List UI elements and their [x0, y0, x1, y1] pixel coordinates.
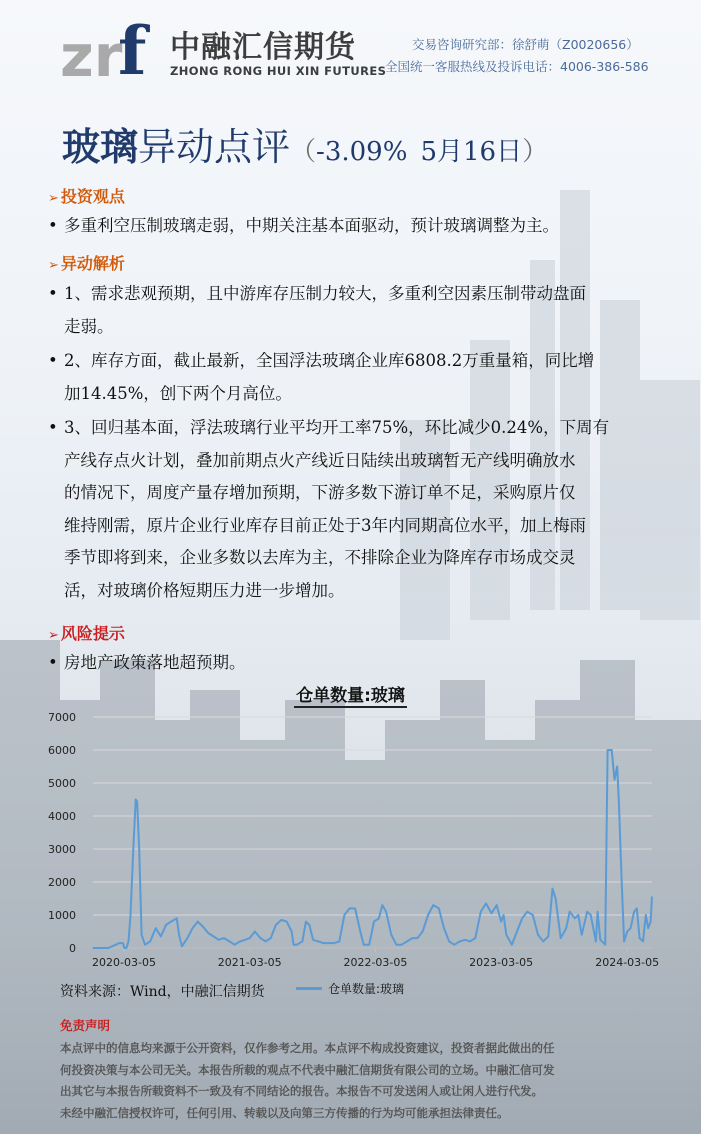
svg-text:f: f	[118, 18, 147, 82]
data-point	[621, 881, 622, 882]
company-name-cn: 中融汇信期货	[170, 30, 356, 65]
data-point	[607, 749, 608, 750]
arrow-icon: ➢	[48, 191, 59, 206]
data-point	[363, 944, 364, 945]
data-point	[639, 938, 640, 939]
data-point	[126, 947, 127, 948]
title-kind: 异动点评	[138, 125, 291, 169]
data-point	[130, 914, 131, 915]
data-point	[581, 934, 582, 935]
data-point	[470, 941, 471, 942]
data-point	[108, 947, 109, 948]
data-point	[527, 911, 528, 912]
analysis-item-3: • 3、回归基本面，浮法玻璃行业平均开工率75%，环比减少0.24%，下周有 产线存点火计划，叠加前期点火产线近日陆续出玻璃暂无产线明确放水 的情况下，周度产量存增加预期，下游多数下游订单不足，采购原片仅 维持刚需，原片企业行业库存目前正处于3年内同期高位水平，加上梅雨 季节即将到来，企业多数以去库为主，不排除企业为降库存市场成交灵 活，对玻璃价格短期压力进一步增加。	[48, 418, 610, 600]
data-point	[506, 934, 507, 935]
data-point	[181, 946, 182, 947]
data-point	[401, 944, 402, 945]
data-point	[119, 943, 120, 944]
report-title	[62, 116, 548, 171]
title-open-paren: （	[290, 137, 317, 167]
data-point	[171, 921, 172, 922]
view-item: • 多重利空压制玻璃走弱，中期关注基本面驱动，预计玻璃调整为主。	[48, 216, 559, 235]
data-point	[223, 938, 224, 939]
data-point	[422, 931, 423, 932]
y-tick-label: 2000	[48, 876, 76, 889]
data-point	[213, 936, 214, 937]
data-point	[305, 921, 306, 922]
data-point	[369, 944, 370, 945]
data-point	[234, 944, 235, 945]
data-point	[459, 941, 460, 942]
data-point	[645, 914, 646, 915]
disclaimer-line: 何投资决策与本公司无关。本报告所载的观点不代表中融汇信期货有限公司的立场。中融汇信可发	[60, 1062, 555, 1077]
data-point	[532, 914, 533, 915]
data-point	[516, 931, 517, 932]
data-point	[600, 939, 601, 940]
data-point	[485, 903, 486, 904]
data-point	[291, 931, 292, 932]
data-point	[275, 924, 276, 925]
arrow-icon: ➢	[48, 628, 59, 643]
data-point	[293, 944, 294, 945]
data-point	[281, 919, 282, 920]
x-tick-label: 2024-03-05	[595, 956, 660, 969]
data-point	[433, 905, 434, 906]
section-heading-view: ➢ 投资观点	[48, 187, 125, 206]
data-point	[144, 944, 145, 945]
disclaimer-title: 免责声明	[60, 1018, 111, 1033]
title-commodity: 玻璃	[62, 124, 139, 169]
data-point	[475, 938, 476, 939]
data-point	[139, 848, 140, 849]
data-point	[133, 848, 134, 849]
data-point	[548, 936, 549, 937]
data-point	[574, 918, 575, 919]
y-tick-label: 5000	[48, 777, 76, 790]
data-point	[537, 934, 538, 935]
data-point	[627, 931, 628, 932]
chart-title: 仓单数量:玻璃	[296, 686, 405, 706]
data-point	[624, 941, 625, 942]
data-point	[254, 931, 255, 932]
data-point	[634, 911, 635, 912]
data-point	[202, 926, 203, 927]
x-tick-label: 2022-03-05	[343, 956, 408, 969]
data-point	[555, 898, 556, 899]
arrow-icon: ➢	[48, 258, 59, 273]
data-point	[260, 938, 261, 939]
risk-item: • 房地产政策落地超预期。	[48, 653, 246, 672]
data-point	[595, 941, 596, 942]
data-point	[614, 779, 615, 780]
data-point	[176, 918, 177, 919]
data-point	[355, 908, 356, 909]
y-tick-label: 6000	[48, 744, 76, 757]
y-tick-label: 3000	[48, 843, 76, 856]
data-point	[323, 943, 324, 944]
data-point	[552, 888, 553, 889]
x-tick-label: 2021-03-05	[217, 956, 282, 969]
data-point	[464, 939, 465, 940]
data-point	[449, 941, 450, 942]
legend-swatch	[296, 987, 322, 990]
data-point	[560, 938, 561, 939]
title-date: 5月16日	[420, 137, 523, 167]
data-point	[543, 941, 544, 942]
data-point	[417, 938, 418, 939]
data-point	[597, 911, 598, 912]
disclaimer-line: 本点评中的信息均来源于公开资料，仅作参考之用。本点评不构成投资建议，投资者据此做出的任	[60, 1041, 555, 1055]
legend-label: 仓单数量:玻璃	[328, 982, 405, 996]
title-close-paren: ）	[522, 137, 549, 167]
data-point	[328, 943, 329, 944]
data-point	[115, 944, 116, 945]
data-point	[286, 921, 287, 922]
data-point	[617, 766, 618, 767]
data-point	[566, 928, 567, 929]
data-point	[590, 914, 591, 915]
data-point	[124, 947, 125, 948]
data-point	[240, 941, 241, 942]
data-point	[344, 914, 345, 915]
data-point	[318, 941, 319, 942]
data-point	[522, 918, 523, 919]
data-point	[501, 921, 502, 922]
data-point	[605, 944, 606, 945]
data-source: 资料来源：Wind，中融汇信期货	[60, 984, 265, 1000]
data-point	[155, 928, 156, 929]
data-point	[302, 941, 303, 942]
data-point	[229, 941, 230, 942]
data-point	[386, 911, 387, 912]
data-point	[334, 943, 335, 944]
data-point	[569, 911, 570, 912]
disclaimer-line: 未经中融汇信授权许可，任何引用、转载以及向第三方传播的行为均可能承担法律责任。	[60, 1105, 509, 1120]
data-point	[587, 911, 588, 912]
data-point	[249, 938, 250, 939]
data-point	[642, 941, 643, 942]
data-point	[391, 934, 392, 935]
data-point	[150, 941, 151, 942]
data-point	[630, 928, 631, 929]
disclaimer-line: 出其它与本报告所载资料不一致及有不同结论的报告。本报告不可发送闲人或让闲人进行代发。	[60, 1084, 543, 1098]
data-point	[141, 934, 142, 935]
data-point	[396, 944, 397, 945]
data-point	[618, 802, 619, 803]
data-point	[128, 941, 129, 942]
data-point	[511, 944, 512, 945]
warehouse-receipt-chart	[0, 705, 701, 975]
data-point	[265, 941, 266, 942]
y-tick-label: 1000	[48, 909, 76, 922]
data-point	[503, 914, 504, 915]
data-point	[651, 896, 652, 897]
data-point	[313, 939, 314, 940]
data-point	[454, 944, 455, 945]
data-point	[339, 941, 340, 942]
data-point	[192, 928, 193, 929]
chart-legend	[296, 980, 404, 997]
data-point	[648, 928, 649, 929]
data-point	[179, 934, 180, 935]
data-point	[578, 914, 579, 915]
data-point	[373, 921, 374, 922]
data-point	[412, 938, 413, 939]
data-point	[378, 918, 379, 919]
data-point	[611, 749, 612, 750]
title-change: -3.09%	[316, 137, 408, 167]
disclaimer-body	[60, 1038, 660, 1124]
data-point	[349, 908, 350, 909]
data-point	[360, 931, 361, 932]
data-point	[443, 928, 444, 929]
company-name-en: ZHONG RONG HUI XIN FUTURES	[170, 64, 387, 78]
data-point	[382, 905, 383, 906]
data-point	[491, 913, 492, 914]
data-point	[496, 905, 497, 906]
data-point	[197, 921, 198, 922]
analyst-contact: 交易咨询研究部：徐舒萌（Z0020656）	[412, 37, 639, 52]
data-point	[245, 939, 246, 940]
y-tick-label: 4000	[48, 810, 76, 823]
data-point	[650, 921, 651, 922]
data-point	[122, 943, 123, 944]
analysis-item-2: • 2、库存方面，截止最新，全国浮法玻璃企业库6808.2万重量箱，同比增 加14.45%，创下两个月高位。	[48, 351, 595, 403]
y-tick-label: 7000	[48, 711, 76, 724]
y-tick-label: 0	[69, 942, 76, 955]
data-point	[309, 924, 310, 925]
data-point	[165, 924, 166, 925]
analysis-item-1: • 1、需求悲观预期，且中游库存压制力较大，多重利空因素压制带动盘面 走弱。	[48, 284, 586, 336]
section-heading-risk: ➢ 风险提示	[48, 624, 125, 643]
data-point	[208, 933, 209, 934]
company-logo-mark	[60, 18, 160, 82]
data-point	[270, 938, 271, 939]
data-point	[187, 938, 188, 939]
data-point	[636, 908, 637, 909]
data-point	[407, 941, 408, 942]
x-tick-label: 2023-03-05	[469, 956, 534, 969]
data-point	[480, 911, 481, 912]
data-point	[137, 801, 138, 802]
data-point	[160, 936, 161, 937]
data-point	[428, 914, 429, 915]
data-point	[92, 947, 93, 948]
data-point	[296, 944, 297, 945]
section-heading-analysis: ➢ 异动解析	[48, 254, 125, 273]
data-point	[218, 939, 219, 940]
x-tick-label: 2020-03-05	[92, 956, 156, 969]
svg-text:zr: zr	[60, 22, 123, 82]
data-point	[438, 908, 439, 909]
data-point	[135, 799, 136, 800]
hotline-contact: 全国统一客服热线及投诉电话：4006-386-586	[385, 59, 649, 74]
